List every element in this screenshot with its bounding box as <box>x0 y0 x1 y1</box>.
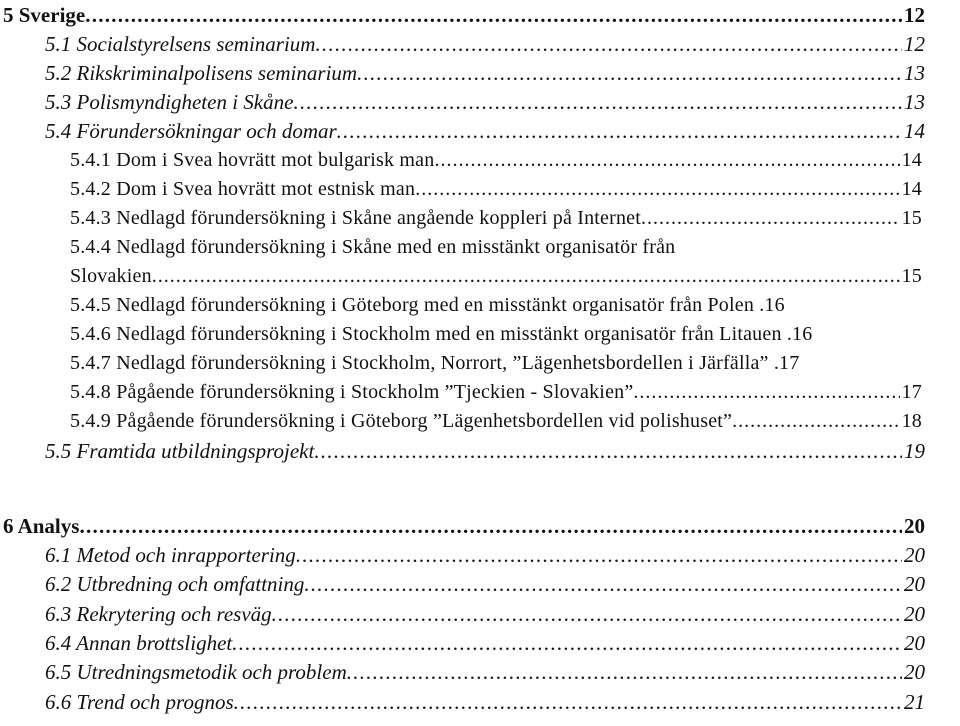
toc-entry-5-4-1[interactable] <box>70 146 922 174</box>
toc-entry-title: Slovakien <box>70 265 152 287</box>
leader-dots <box>79 512 902 540</box>
leader-dots <box>152 262 900 290</box>
toc-entry-title: 6.5 Utredningsmetodik och problem <box>45 660 347 684</box>
toc-entry-5-4-4[interactable] <box>70 233 675 261</box>
leader-dots <box>234 688 902 716</box>
toc-entry-5-4-7[interactable] <box>70 349 799 377</box>
leader-dots <box>293 88 902 116</box>
toc-entry-6-3[interactable] <box>45 600 925 628</box>
toc-page-number: .16 <box>786 323 813 345</box>
leader-dots <box>732 407 899 435</box>
toc-entry-6-4[interactable] <box>45 629 925 657</box>
toc-page-number: 20 <box>904 660 925 684</box>
leader-dots <box>232 629 902 657</box>
leader-dots <box>272 600 902 628</box>
toc-entry-title: 5.4.5 Nedlagd förundersökning i Göteborg med en misstänkt organisatör från Polen <box>70 294 755 316</box>
toc-page-number: 20 <box>904 514 925 538</box>
toc-page-number: 12 <box>904 3 925 27</box>
toc-entry-5-4-4-continued[interactable] <box>70 262 922 290</box>
toc-page-number: .16 <box>759 294 785 316</box>
toc-page-number: 15 <box>901 265 922 287</box>
toc-entry-title: 5.4.9 Pågående förundersökning i Göteborg ”Lägenhetsbordellen vid polishuset” <box>70 410 733 432</box>
toc-entry-5-3[interactable] <box>45 88 925 116</box>
leader-dots <box>357 59 902 87</box>
toc-entry-title: 5.4.7 Nedlagd förundersökning i Stockholm, Norrort, ”Lägenhetsbordellen i Järfälla” <box>70 352 769 374</box>
toc-entry-5-4[interactable] <box>45 117 925 145</box>
toc-page-number: 20 <box>904 572 925 596</box>
toc-entry-5[interactable] <box>3 1 925 29</box>
toc-entry-title: 5.4.4 Nedlagd förundersökning i Skåne med en misstänkt organisatör från <box>70 236 676 258</box>
leader-dots <box>434 146 899 174</box>
toc-entry-title: 5.1 Socialstyrelsens seminarium <box>45 32 316 56</box>
toc-entry-5-4-3[interactable] <box>70 204 922 232</box>
toc-page-number: 20 <box>904 602 925 626</box>
toc-entry-title: 6.2 Utbredning och omfattning <box>45 572 305 596</box>
toc-entry-title: 5.3 Polismyndigheten i Skåne <box>45 90 294 114</box>
toc-entry-title: 5.4.6 Nedlagd förundersökning i Stockholm med en misstänkt organisatör från Litauen <box>70 323 782 345</box>
toc-page-number: .17 <box>773 352 800 374</box>
toc-page-number: 14 <box>901 178 922 200</box>
toc-page-number: 13 <box>904 90 925 114</box>
leader-dots <box>633 378 899 406</box>
toc-entry-title: 6.1 Metod och inrapportering <box>45 543 296 567</box>
toc-entry-5-4-6[interactable] <box>70 320 812 348</box>
toc-entry-title: 6.6 Trend och prognos <box>45 690 234 714</box>
toc-entry-title: 6.3 Rekrytering och resväg <box>45 602 272 626</box>
toc-entry-6-1[interactable] <box>45 541 925 569</box>
toc-entry-6-2[interactable] <box>45 570 925 598</box>
toc-entry-title: 5.4.3 Nedlagd förundersökning i Skåne angående koppleri på Internet <box>70 207 642 229</box>
toc-entry-6[interactable] <box>3 512 925 540</box>
toc-page-number: 15 <box>901 207 922 229</box>
leader-dots <box>85 1 902 29</box>
toc-entry-5-1[interactable] <box>45 30 925 58</box>
leader-dots <box>641 204 900 232</box>
toc-entry-5-4-9[interactable] <box>70 407 922 435</box>
toc-entry-6-5[interactable] <box>45 658 925 686</box>
leader-dots <box>314 437 902 465</box>
toc-page-number: 18 <box>901 410 922 432</box>
toc-entry-title: 5.4.2 Dom i Svea hovrätt mot estnisk man <box>70 178 416 200</box>
toc-page-number: 20 <box>904 543 925 567</box>
toc-page-number: 12 <box>904 32 925 56</box>
leader-dots <box>415 175 899 203</box>
toc-entry-title: 5.2 Rikskriminalpolisens seminarium <box>45 61 358 85</box>
toc-page-number: 14 <box>904 119 925 143</box>
toc-entry-title: 5 Sverige <box>3 3 86 27</box>
toc-page-number: 20 <box>904 631 925 655</box>
leader-dots <box>304 570 902 598</box>
toc-entry-title: 6 Analys <box>3 514 80 538</box>
toc-entry-6-6[interactable] <box>45 688 925 716</box>
toc-entry-5-5[interactable] <box>45 437 925 465</box>
toc-entry-5-4-5[interactable] <box>70 291 785 319</box>
toc-entry-5-4-8[interactable] <box>70 378 922 406</box>
toc-page-number: 21 <box>904 690 925 714</box>
leader-dots <box>337 117 902 145</box>
toc-page-number: 13 <box>904 61 925 85</box>
toc-page-number: 14 <box>901 149 922 171</box>
toc-entry-5-2[interactable] <box>45 59 925 87</box>
leader-dots <box>347 658 902 686</box>
toc-entry-title: 5.4 Förundersökningar och domar <box>45 119 337 143</box>
leader-dots <box>296 541 902 569</box>
toc-entry-title: 5.4.8 Pågående förundersökning i Stockholm ”Tjeckien - Slovakien” <box>70 381 634 403</box>
toc-entry-title: 5.5 Framtida utbildningsprojekt <box>45 439 315 463</box>
toc-entry-title: 5.4.1 Dom i Svea hovrätt mot bulgarisk man <box>70 149 435 171</box>
toc-entry-5-4-2[interactable] <box>70 175 922 203</box>
leader-dots <box>315 30 902 58</box>
toc-page-number: 19 <box>904 439 925 463</box>
toc-entry-title: 6.4 Annan brottslighet <box>45 631 233 655</box>
toc-page-number: 17 <box>901 381 922 403</box>
